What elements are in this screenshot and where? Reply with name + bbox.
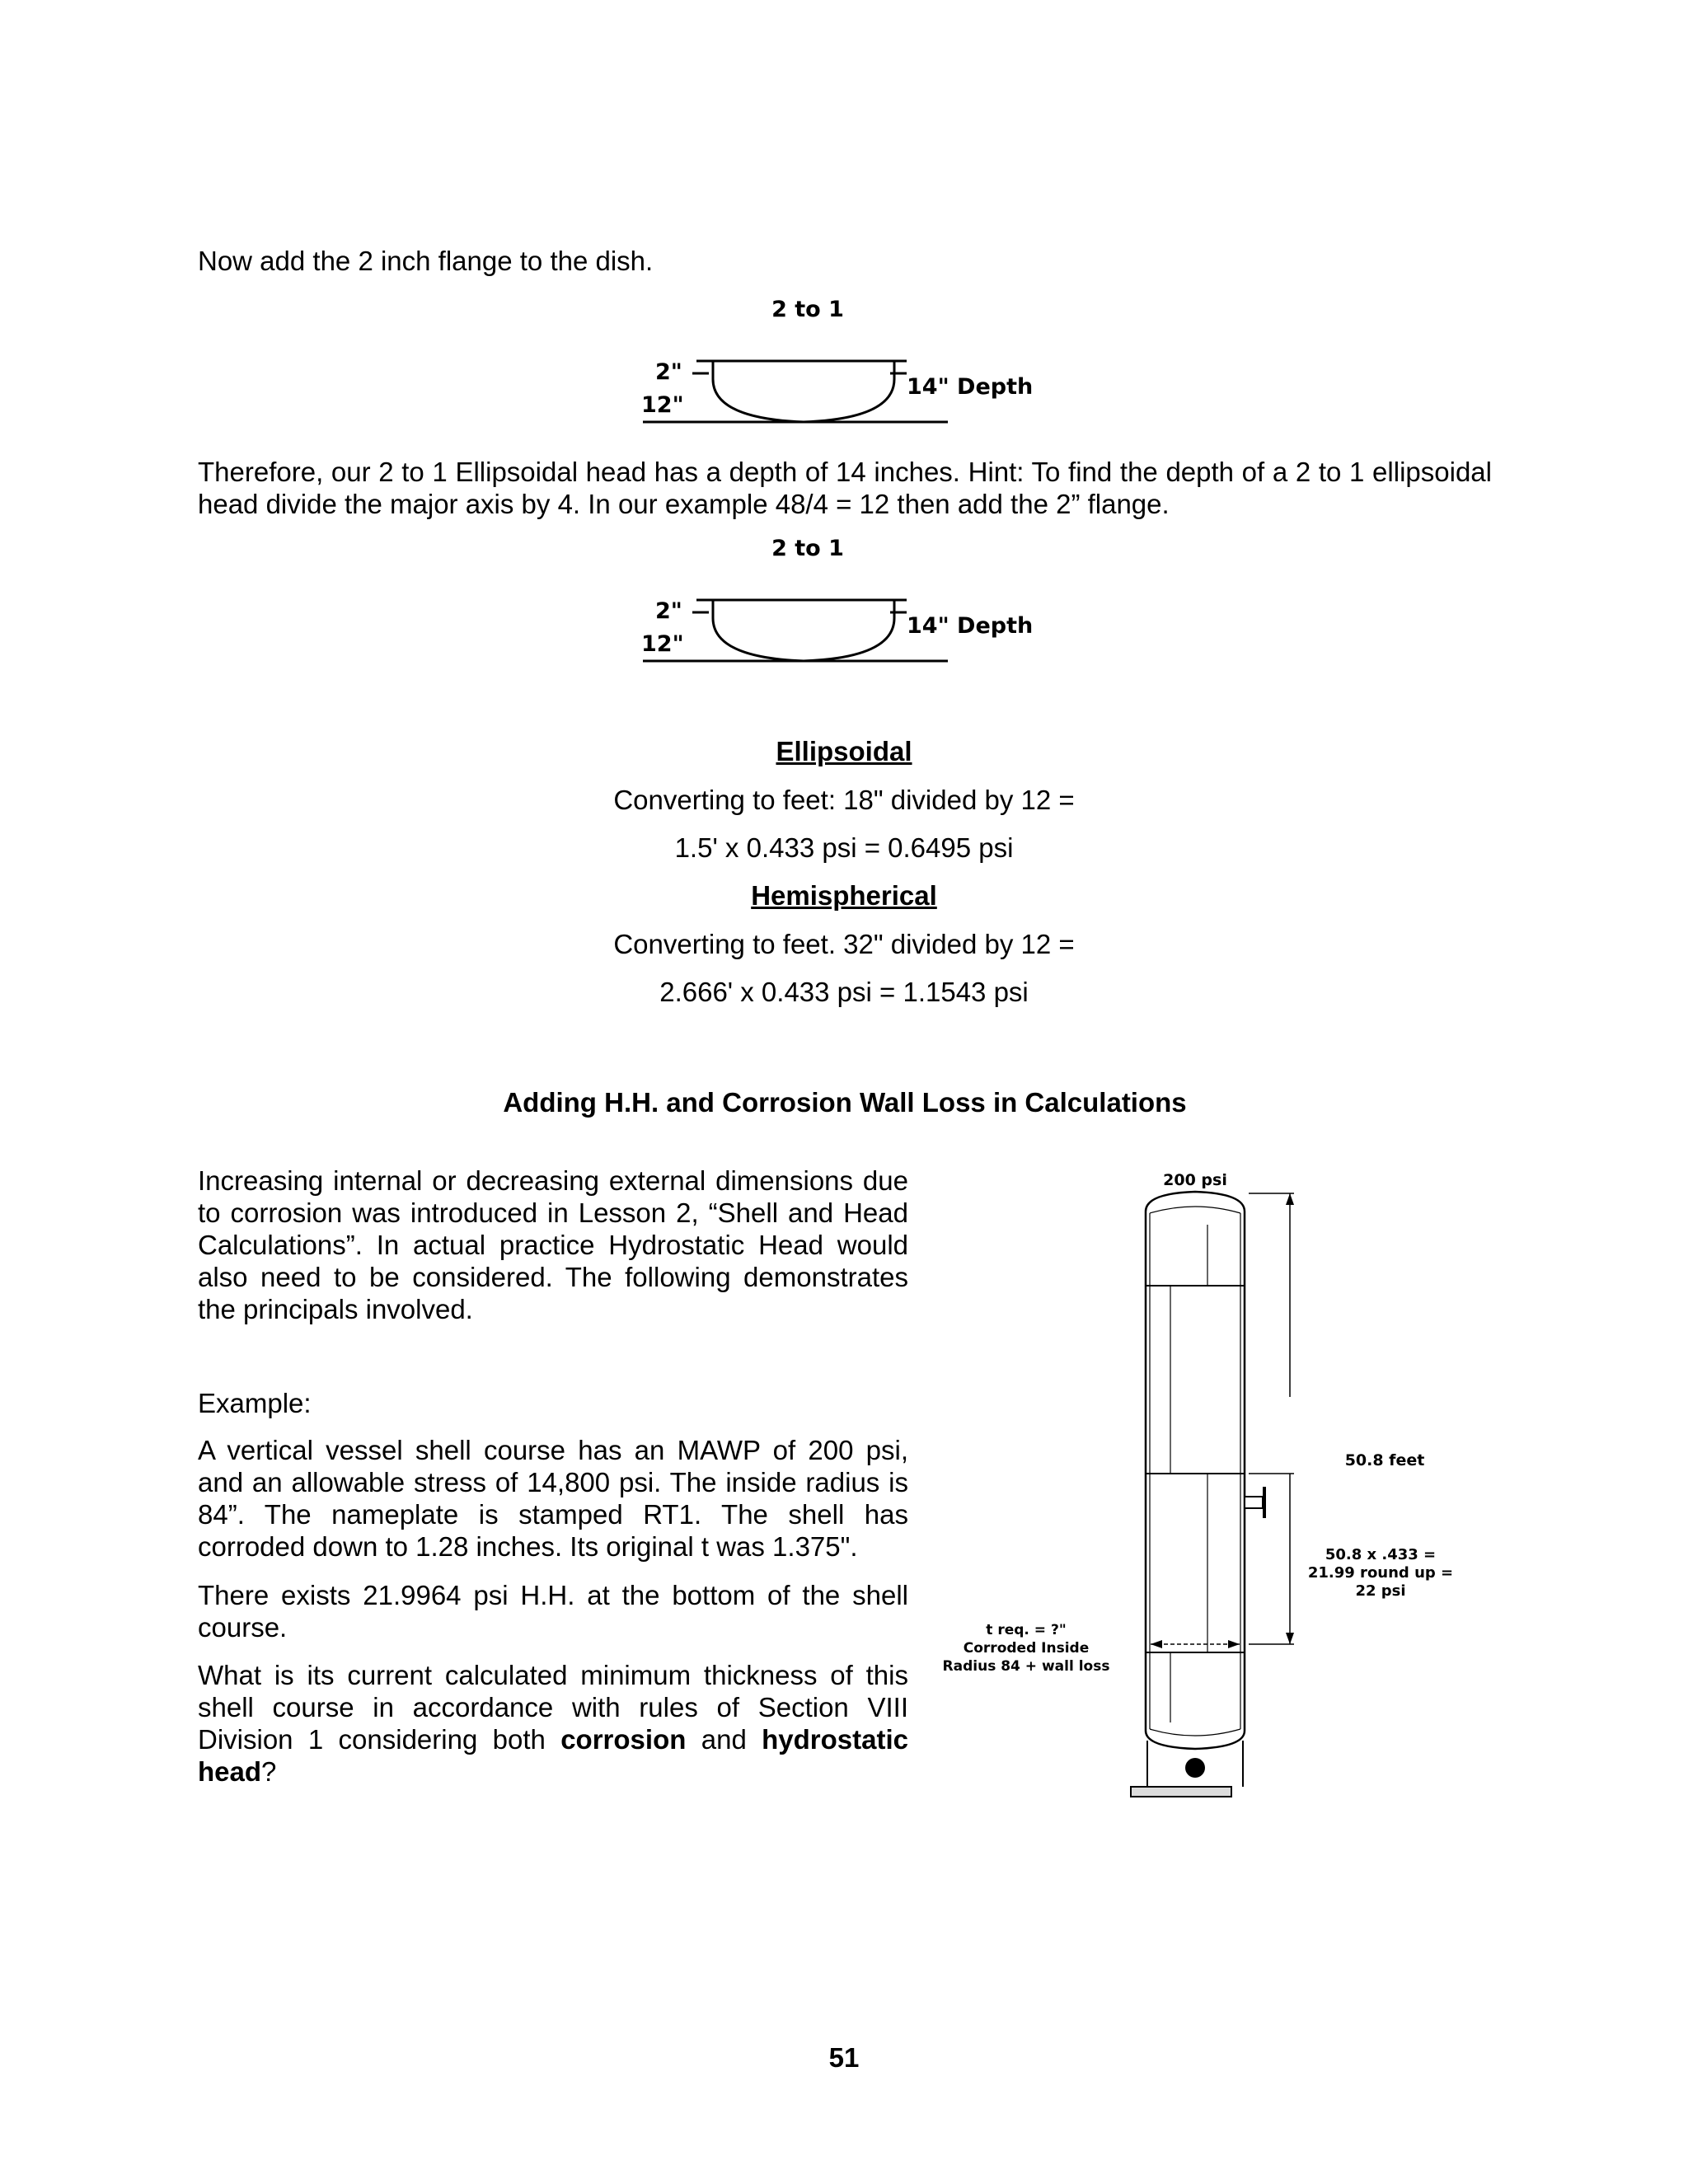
body-paragraph-3: There exists 21.9964 psi H.H. at the bottom of the shell course. <box>198 1580 908 1643</box>
corrosion-term: corrosion <box>560 1724 687 1755</box>
top-head-inner <box>1150 1207 1240 1213</box>
ellipsoidal-heading: Ellipsoidal <box>776 736 912 766</box>
arrowhead-top <box>1286 1193 1294 1205</box>
flange-label: 2" <box>655 598 682 624</box>
dish-label: 12" <box>641 631 684 657</box>
hh-calc-line-3: 22 psi <box>1355 1582 1406 1600</box>
drain-opening <box>1185 1758 1205 1778</box>
hh-calc-line-1: 50.8 x .433 = <box>1325 1546 1437 1563</box>
hydrostatic-head-term: hydrostatic head <box>198 1724 908 1787</box>
height-label: 50.8 feet <box>1344 1451 1425 1469</box>
ellipsoidal-line-1: Converting to feet: 18" divided by 12 = <box>613 785 1075 815</box>
hint-paragraph: Therefore, our 2 to 1 Ellipsoidal head has a depth of 14 inches. Hint: To find the depth of a 2 to 1 ellipsoidal head divide the major axis by 4. In our example 48/4 = 12 then add the 2” flange. <box>198 457 1492 519</box>
hemispherical-line-1: Converting to feet. 32" divided by 12 = <box>613 929 1075 959</box>
diameter-arrow-left <box>1151 1640 1162 1648</box>
diameter-arrow-right <box>1228 1640 1240 1648</box>
dish-outline <box>713 361 894 422</box>
base-plate <box>1131 1787 1231 1797</box>
body-paragraph-1: Increasing internal or decreasing external dimensions due to corrosion was introduced in Lesson 2, “Shell and Head Calculations”. In actual practice Hydrostatic Head would also need to be considered. The following demonstrates the principals involved. <box>198 1165 908 1324</box>
hh-calc-line-2: 21.99 round up = <box>1307 1564 1454 1582</box>
treq-line-2: Corroded Inside <box>963 1640 1090 1657</box>
dish-outline <box>713 600 894 661</box>
hemispherical-heading: Hemispherical <box>751 880 937 911</box>
treq-line-1: t req. = ?" <box>986 1622 1067 1638</box>
hemispherical-line-2: 2.666' x 0.433 psi = 1.1543 psi <box>659 977 1029 1007</box>
ellipsoidal-head-diagram-2 <box>626 527 1039 676</box>
head-figure-title: 2 to 1 <box>771 297 844 322</box>
depth-label: 14" Depth <box>907 613 1034 639</box>
body-paragraph-2: A vertical vessel shell course has an MAWP of 200 psi, and an allowable stress of 14,800 psi. The inside radius is 84”. The nameplate is stamped RT1. The shell has corroded down to 1.28 inches. Its original t was 1.375". <box>198 1435 908 1562</box>
body-paragraph-4 <box>198 1659 908 1788</box>
flange-label: 2" <box>655 359 682 385</box>
depth-label: 14" Depth <box>907 374 1034 400</box>
side-nozzle <box>1245 1497 1263 1508</box>
ellipsoidal-head-diagram-1 <box>626 288 1039 437</box>
treq-line-3: Radius 84 + wall loss <box>942 1658 1110 1675</box>
vertical-vessel-diagram <box>923 1154 1500 1813</box>
bottom-head-inner <box>1150 1729 1240 1736</box>
question-text: What is its current calculated minimum thickness of this shell course in accordance with rules of Section VIII Division 1 considering both <box>198 1660 908 1755</box>
arrowhead-bottom <box>1286 1633 1294 1644</box>
question-end: ? <box>261 1756 277 1787</box>
intro-text: Now add the 2 inch flange to the dish. <box>198 246 654 276</box>
vessel-shell <box>1146 1192 1245 1749</box>
ellipsoidal-line-2: 1.5' x 0.433 psi = 0.6495 psi <box>674 832 1014 863</box>
dish-label: 12" <box>641 392 684 418</box>
section-title: Adding H.H. and Corrosion Wall Loss in Calculations <box>503 1087 1187 1118</box>
head-figure-title: 2 to 1 <box>771 536 844 561</box>
example-label: Example: <box>198 1388 312 1418</box>
page-number: 51 <box>828 2042 860 2073</box>
question-connector: and <box>686 1724 762 1755</box>
pressure-label: 200 psi <box>1163 1171 1227 1189</box>
